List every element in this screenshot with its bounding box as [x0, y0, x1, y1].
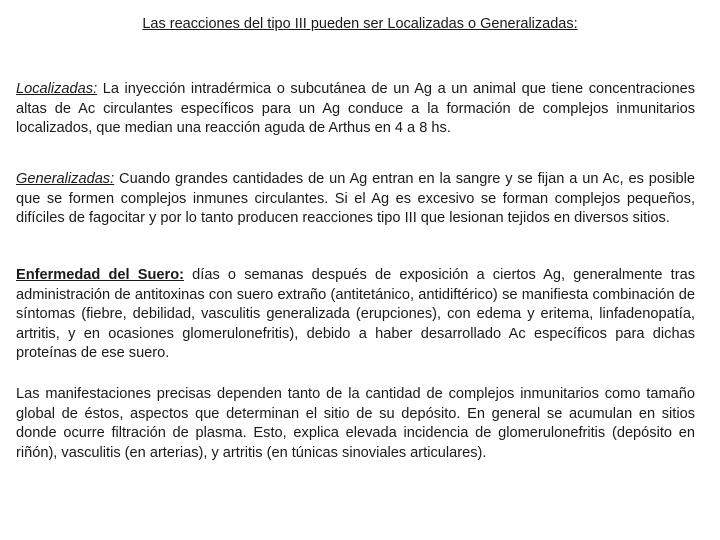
term-generalizadas: Generalizadas:: [16, 171, 115, 187]
term-enfermedad-del-suero: Enfermedad del Suero:: [16, 267, 184, 283]
paragraph-text: días o semanas después de exposición a ciertos Ag, generalmente tras administración de antitoxinas con suero extraño (antitetánico, antidiftérico) se manifiesta combinación de síntomas (fiebre, debilidad, vasculitis generalizada (erupciones), con edema y eritema, linfadenopatía, artritis, y en ocasiones glomerulonefritis), debido a haber desarrollado Ac específicos para dichas proteínas de ese suero.: [16, 267, 695, 361]
paragraph-manifestaciones: [16, 385, 695, 463]
page-title: Las reacciones del tipo III pueden ser Localizadas o Generalizadas:: [142, 16, 578, 32]
paragraph-generalizadas: [16, 170, 695, 229]
paragraph-text: Cuando grandes cantidades de un Ag entran en la sangre y se fijan a un Ac, es posible que se formen complejos inmunes circulantes. Si el Ag es excesivo se forman complejos pequeños, difíciles de fagocitar y por lo tanto producen reacciones tipo III que lesionan tejidos en diversos sitios.: [16, 171, 695, 226]
paragraph-text: La inyección intradérmica o subcutánea de un Ag a un animal que tiene concentraciones altas de Ac circulantes específicos para un Ag conduce a la formación de complejos inmunitarios localizados, que median una reacción aguda de Arthus en 4 a 8 hs.: [16, 81, 695, 136]
paragraph-localizadas: [16, 80, 695, 139]
paragraph-text: Las manifestaciones precisas dependen tanto de la cantidad de complejos inmunitarios como tamaño global de éstos, aspectos que determinan el sitio de su depósito. En general se acumulan en sitios donde ocurre filtración de plasma. Esto, explica elevada incidencia de glomerulonefritis (depósito en riñón), vasculitis (en arterias), y artritis (en túnicas sinoviales articulares).: [16, 386, 695, 461]
term-localizadas: Localizadas:: [16, 81, 98, 97]
paragraph-enfermedad-del-suero: [16, 266, 695, 364]
